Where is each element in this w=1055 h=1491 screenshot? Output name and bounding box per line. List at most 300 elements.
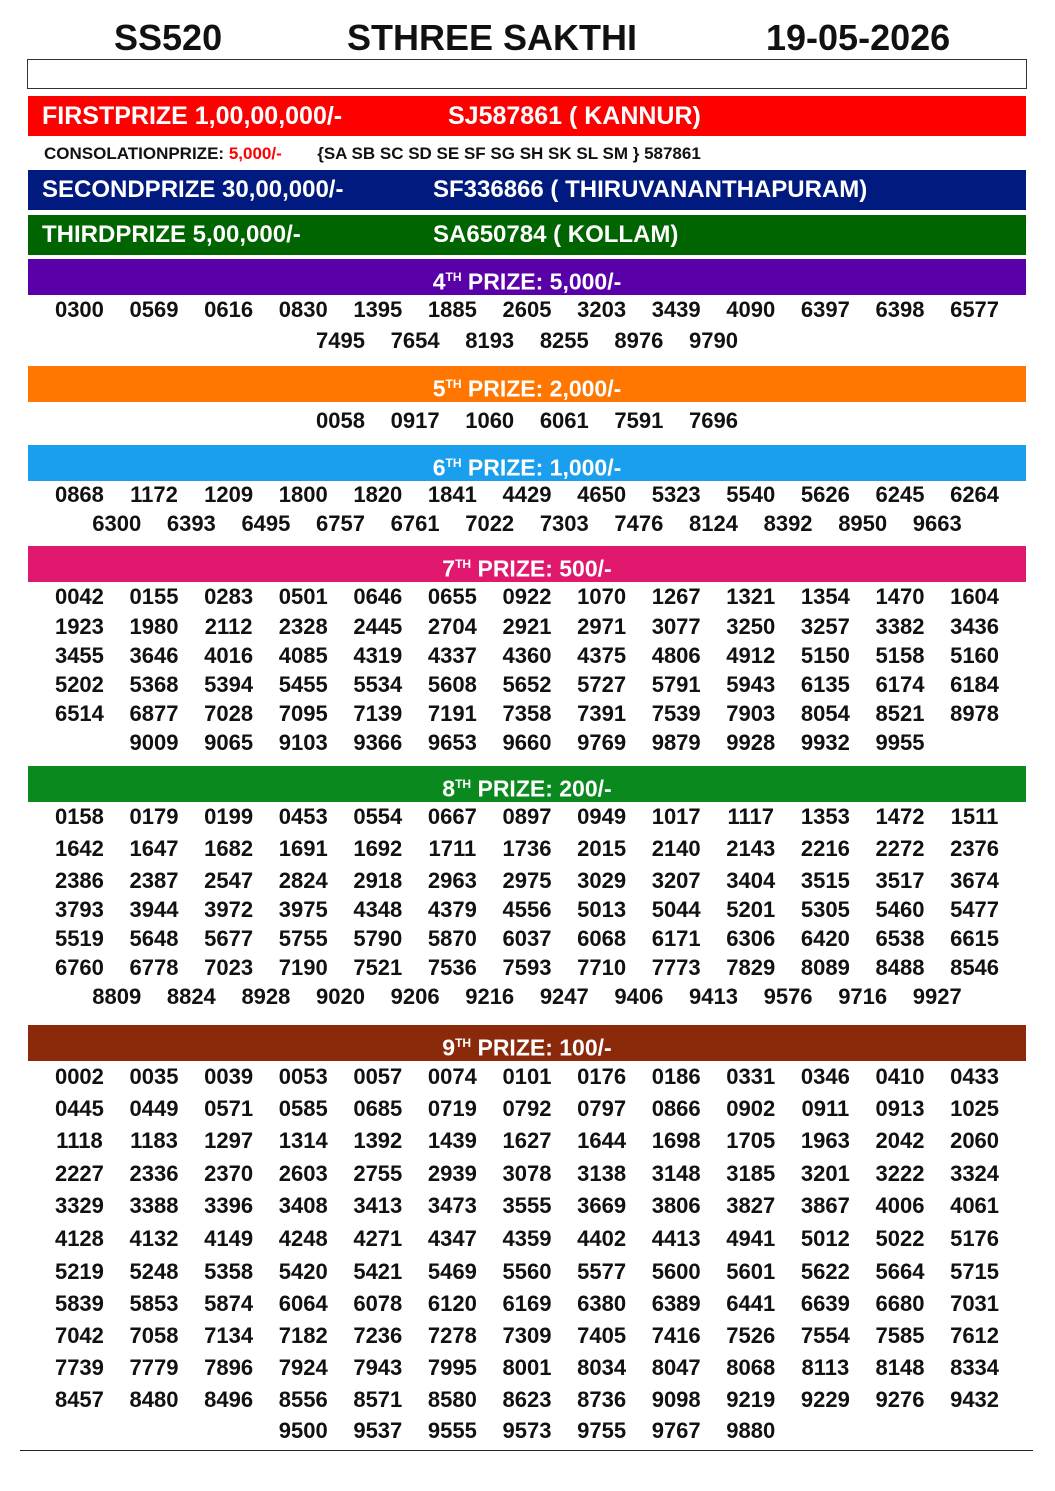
ticket-number: 8978: [950, 701, 1000, 726]
ticket-number: 2975: [502, 868, 552, 893]
ticket-number: 0917: [390, 408, 440, 433]
ticket-number: 7023: [204, 955, 254, 980]
ticket-number: 7903: [726, 701, 776, 726]
ticket-number: 7739: [54, 1355, 104, 1380]
ticket-number: 8001: [502, 1355, 552, 1380]
ticket-number: 4128: [54, 1226, 104, 1251]
ticket-number: 6538: [875, 926, 925, 951]
ticket-number: 2140: [651, 836, 701, 861]
ticket-number: 7191: [427, 701, 477, 726]
ticket-number: 1800: [278, 482, 328, 507]
ticket-number: 5540: [726, 482, 776, 507]
ticket-number: 2227: [54, 1161, 104, 1186]
prize-ordinal-suffix: TH: [445, 456, 462, 470]
ticket-number: 6300: [92, 511, 142, 536]
ticket-number: 9755: [577, 1418, 627, 1443]
ticket-number: 7476: [614, 511, 664, 536]
prize-8-row: [28, 804, 1026, 830]
ticket-number: 0449: [129, 1096, 179, 1121]
ticket-number: 4337: [427, 643, 477, 668]
ticket-number: 4556: [502, 897, 552, 922]
ticket-number: 6398: [875, 297, 925, 322]
ticket-number: 6306: [726, 926, 776, 951]
ticket-number: 5176: [950, 1226, 1000, 1251]
ticket-number: 9880: [726, 1418, 776, 1443]
ticket-number: 6064: [278, 1291, 328, 1316]
ticket-number: 8193: [465, 328, 515, 353]
ticket-number: 5601: [726, 1259, 776, 1284]
ticket-number: 9009: [129, 730, 179, 755]
ticket-number: 4090: [726, 297, 776, 322]
ticket-number: 9247: [539, 984, 589, 1009]
ticket-number: 8556: [278, 1387, 328, 1412]
ticket-number: 1439: [427, 1128, 477, 1153]
ticket-number: 5420: [278, 1259, 328, 1284]
ticket-number: 4359: [502, 1226, 552, 1251]
ticket-number: 1025: [950, 1096, 1000, 1121]
ticket-number: 1172: [130, 482, 178, 507]
ticket-number: 3207: [651, 868, 701, 893]
ticket-number: 3250: [726, 614, 776, 639]
ticket-number: 3404: [726, 868, 776, 893]
prize-9-row: [28, 1259, 1026, 1285]
ticket-number: 7612: [950, 1323, 1000, 1348]
ticket-number: 4248: [278, 1226, 328, 1251]
ticket-number: 4375: [577, 643, 627, 668]
ticket-number: 6171: [651, 926, 701, 951]
ticket-number: 0186: [651, 1064, 701, 1089]
ticket-number: 8824: [166, 984, 216, 1009]
ticket-number: 6757: [316, 511, 365, 536]
ticket-number: 7416: [651, 1323, 701, 1348]
ticket-number: 1354: [800, 584, 850, 609]
prize-ordinal-suffix: TH: [445, 270, 462, 284]
ticket-number: 6078: [353, 1291, 403, 1316]
prize-7-row: [28, 614, 1026, 640]
ticket-number: 9500: [278, 1418, 328, 1443]
prize-9-row: [28, 1128, 1026, 1154]
ticket-number: 5248: [129, 1259, 179, 1284]
ticket-number: 3646: [129, 643, 179, 668]
prize-9-row: [28, 1418, 1026, 1444]
ticket-number: 5477: [950, 897, 1000, 922]
prize-label: PRIZE: 200/-: [471, 775, 612, 802]
ticket-number: 7943: [353, 1355, 403, 1380]
ticket-number: 6169: [502, 1291, 552, 1316]
ticket-number: 4941: [726, 1226, 776, 1251]
ticket-number: 8571: [353, 1387, 403, 1412]
ticket-number: 3517: [875, 868, 925, 893]
ticket-number: 3203: [577, 297, 627, 322]
ticket-number: 7358: [502, 701, 552, 726]
ticket-number: 0897: [502, 804, 552, 829]
third-prize-label: THIRDPRIZE 5,00,000/-: [42, 221, 301, 248]
ticket-number: 3382: [875, 614, 925, 639]
prize-8-row: [28, 926, 1026, 952]
prize-7-row: [28, 701, 1026, 727]
consolation-prize: [44, 144, 701, 164]
ticket-number: 2387: [129, 868, 179, 893]
ticket-number: 5626: [800, 482, 850, 507]
ticket-number: 5600: [651, 1259, 701, 1284]
ticket-number: 5219: [54, 1259, 104, 1284]
ticket-number: 5727: [577, 672, 627, 697]
ticket-number: 5560: [502, 1259, 552, 1284]
ticket-number: 6778: [129, 955, 179, 980]
ticket-number: 1321: [726, 584, 776, 609]
ticket-number: 0585: [278, 1096, 328, 1121]
ticket-number: 6037: [502, 926, 552, 951]
prize-ordinal-suffix: TH: [445, 377, 462, 391]
prize-8-row: [28, 984, 1026, 1010]
ticket-number: 4085: [278, 643, 328, 668]
prize-9-row: [28, 1193, 1026, 1219]
ticket-number: 5943: [726, 672, 776, 697]
ticket-number: 1070: [577, 584, 627, 609]
ticket-number: 4402: [577, 1226, 627, 1251]
ticket-number: 9716: [838, 984, 888, 1009]
first-prize-bar: [28, 96, 1026, 136]
ticket-number: 7058: [129, 1323, 179, 1348]
ticket-number: 4413: [651, 1226, 701, 1251]
ticket-number: 4650: [577, 482, 627, 507]
ticket-number: 5648: [129, 926, 179, 951]
ticket-number: 5622: [800, 1259, 850, 1284]
ticket-number: 7391: [577, 701, 627, 726]
ticket-number: 8950: [838, 511, 888, 536]
ticket-number: 5022: [875, 1226, 925, 1251]
ticket-number: 5455: [278, 672, 328, 697]
ticket-number: 6061: [539, 408, 589, 433]
ticket-number: 9927: [912, 984, 962, 1009]
ticket-number: 1117: [727, 804, 775, 829]
ticket-number: 6760: [54, 955, 104, 980]
ticket-number: 2015: [577, 836, 627, 861]
ticket-number: 5469: [427, 1259, 477, 1284]
ticket-number: 7591: [614, 408, 664, 433]
ticket-number: 0569: [129, 297, 179, 322]
ticket-number: 0283: [204, 584, 254, 609]
ticket-number: 9219: [726, 1387, 776, 1412]
ticket-number: 7526: [726, 1323, 776, 1348]
ticket-number: 1604: [950, 584, 1000, 609]
ticket-number: 3455: [54, 643, 104, 668]
ticket-number: 1885: [427, 297, 477, 322]
ticket-number: 8580: [427, 1387, 477, 1412]
ticket-number: 4379: [427, 897, 477, 922]
ticket-number: 9406: [614, 984, 664, 1009]
ticket-number: 5368: [129, 672, 179, 697]
ticket-number: 7139: [353, 701, 403, 726]
ticket-number: 2143: [726, 836, 776, 861]
second-prize-bar: [28, 170, 1026, 210]
ticket-number: 2921: [502, 614, 552, 639]
second-prize-ticket: SF336866 ( THIRUVANANTHAPURAM): [433, 176, 868, 203]
ticket-number: 1682: [204, 836, 254, 861]
ticket-number: 2060: [950, 1128, 1000, 1153]
third-prize-bar: [28, 215, 1026, 255]
ticket-number: 5519: [54, 926, 104, 951]
ticket-number: 8054: [800, 701, 850, 726]
ticket-number: 1644: [577, 1128, 627, 1153]
ticket-number: 8623: [502, 1387, 552, 1412]
ticket-number: 3222: [875, 1161, 925, 1186]
ticket-number: 4360: [502, 643, 552, 668]
ticket-number: 3436: [950, 614, 1000, 639]
ticket-number: 8148: [875, 1355, 925, 1380]
ticket-number: 7521: [353, 955, 403, 980]
ticket-number: 6397: [800, 297, 850, 322]
prize-ordinal: 8: [442, 775, 456, 802]
ticket-number: 2918: [353, 868, 403, 893]
ticket-number: 3324: [950, 1161, 1000, 1186]
ticket-number: 3329: [54, 1193, 104, 1218]
ticket-number: 2272: [875, 836, 925, 861]
ticket-number: 7536: [427, 955, 477, 980]
ticket-number: 0039: [204, 1064, 254, 1089]
ticket-number: 3867: [800, 1193, 850, 1218]
ticket-number: 9276: [875, 1387, 925, 1412]
prize-ordinal: 7: [442, 555, 456, 582]
ticket-number: 5652: [502, 672, 552, 697]
ticket-number: 3669: [577, 1193, 627, 1218]
ticket-number: 8521: [875, 701, 925, 726]
ticket-number: 9653: [427, 730, 477, 755]
ticket-number: 0667: [427, 804, 477, 829]
ticket-number: 8392: [763, 511, 813, 536]
ticket-number: 6184: [950, 672, 1000, 697]
prize-8-row: [28, 836, 1026, 862]
ticket-number: 7022: [465, 511, 515, 536]
ticket-number: 4061: [950, 1193, 1000, 1218]
ticket-number: 3077: [651, 614, 701, 639]
ticket-number: 7539: [651, 701, 701, 726]
ticket-number: 1183: [130, 1128, 178, 1153]
ticket-number: 0155: [129, 584, 179, 609]
ticket-number: 9413: [689, 984, 738, 1009]
ticket-number: 0719: [427, 1096, 477, 1121]
prize-8-row: [28, 868, 1026, 894]
consolation-amount: 5,000/-: [228, 144, 282, 163]
prize-7-row: [28, 672, 1026, 698]
prize-ordinal: 6: [432, 454, 446, 481]
ticket-number: 3944: [129, 897, 179, 922]
ticket-number: 0616: [204, 297, 254, 322]
ticket-number: 5874: [204, 1291, 254, 1316]
ticket-number: 9103: [278, 730, 328, 755]
ticket-number: 6068: [577, 926, 627, 951]
ticket-number: 3515: [800, 868, 850, 893]
ticket-number: 8488: [875, 955, 925, 980]
prize-4-row: [28, 297, 1026, 323]
ticket-number: 8047: [651, 1355, 701, 1380]
ticket-number: 1963: [800, 1128, 850, 1153]
ticket-number: 6264: [950, 482, 1000, 507]
prize-9-row: [28, 1064, 1026, 1090]
ticket-number: 7773: [651, 955, 701, 980]
ticket-number: 9660: [502, 730, 552, 755]
ticket-number: 8255: [539, 328, 589, 353]
ticket-number: 9229: [800, 1387, 850, 1412]
ticket-number: 5044: [651, 897, 701, 922]
ticket-number: 2755: [353, 1161, 403, 1186]
prize-5-bar: [28, 366, 1026, 402]
ticket-number: 8736: [577, 1387, 627, 1412]
ticket-number: 0331: [726, 1064, 776, 1089]
ticket-number: 0949: [577, 804, 627, 829]
ticket-number: 0913: [875, 1096, 925, 1121]
ticket-number: 9216: [465, 984, 515, 1009]
ticket-number: 5608: [427, 672, 477, 697]
prize-ordinal: 5: [432, 375, 446, 402]
ticket-number: 6389: [651, 1291, 701, 1316]
ticket-number: 1314: [278, 1128, 328, 1153]
ticket-number: 8809: [92, 984, 142, 1009]
ticket-number: 0002: [54, 1064, 104, 1089]
ticket-number: 6877: [129, 701, 179, 726]
ticket-number: 0158: [54, 804, 104, 829]
ticket-number: 6514: [54, 701, 104, 726]
ticket-number: 0176: [577, 1064, 627, 1089]
prize-4-bar: [28, 259, 1026, 295]
ticket-number: 3473: [427, 1193, 477, 1218]
ticket-number: 8124: [689, 511, 738, 536]
ticket-number: 6680: [875, 1291, 925, 1316]
ticket-number: 3408: [278, 1193, 328, 1218]
ticket-number: 0179: [129, 804, 179, 829]
ticket-number: 0646: [353, 584, 403, 609]
ticket-number: 2445: [353, 614, 403, 639]
ticket-number: 0554: [353, 804, 403, 829]
ticket-number: 4016: [204, 643, 254, 668]
ticket-number: 7095: [278, 701, 328, 726]
consolation-series: {SA SB SC SD SE SF SG SH SK SL SM } 587861: [317, 144, 701, 163]
ticket-number: 4347: [427, 1226, 477, 1251]
ticket-number: 1392: [353, 1128, 403, 1153]
ticket-number: 9573: [502, 1418, 552, 1443]
prize-9-row: [28, 1096, 1026, 1122]
ticket-number: 1698: [651, 1128, 701, 1153]
ticket-number: 0797: [577, 1096, 627, 1121]
ticket-number: 9206: [390, 984, 440, 1009]
ticket-number: 5577: [577, 1259, 627, 1284]
ticket-number: 7182: [278, 1323, 328, 1348]
ticket-number: 1395: [353, 297, 403, 322]
ticket-number: 8034: [577, 1355, 627, 1380]
prize-6-row: [28, 482, 1026, 508]
prize-6-row: [28, 511, 1026, 537]
ticket-number: 0101: [502, 1064, 552, 1089]
ticket-number: 7654: [390, 328, 440, 353]
ticket-number: 3029: [577, 868, 627, 893]
prize-ordinal-suffix: TH: [455, 557, 472, 571]
ticket-number: 9767: [651, 1418, 701, 1443]
ticket-number: 8546: [950, 955, 1000, 980]
ticket-number: 0685: [353, 1096, 403, 1121]
ticket-number: 1511: [950, 804, 999, 829]
prize-ordinal-suffix: TH: [455, 1036, 472, 1050]
ticket-number: 2042: [875, 1128, 925, 1153]
ticket-number: 3078: [502, 1161, 552, 1186]
ticket-number: 4348: [353, 897, 403, 922]
ticket-number: 7405: [577, 1323, 627, 1348]
ticket-number: 2386: [54, 868, 104, 893]
ticket-number: 1923: [54, 614, 104, 639]
ticket-number: 3806: [651, 1193, 701, 1218]
prize-9-row: [28, 1226, 1026, 1252]
ticket-number: 0199: [204, 804, 254, 829]
ticket-number: 2963: [427, 868, 477, 893]
header-box: [27, 59, 1027, 89]
ticket-number: 5460: [875, 897, 925, 922]
ticket-number: 3827: [726, 1193, 776, 1218]
ticket-number: 3138: [577, 1161, 627, 1186]
ticket-number: 7190: [278, 955, 328, 980]
ticket-number: 5790: [353, 926, 403, 951]
ticket-number: 9065: [204, 730, 254, 755]
ticket-number: 1297: [204, 1128, 254, 1153]
ticket-number: 8928: [241, 984, 291, 1009]
ticket-number: 1017: [651, 804, 701, 829]
ticket-number: 6441: [726, 1291, 776, 1316]
prize-9-row: [28, 1323, 1026, 1349]
ticket-number: 6135: [800, 672, 850, 697]
ticket-number: 5677: [204, 926, 254, 951]
ticket-number: 7585: [875, 1323, 925, 1348]
prize-label: PRIZE: 1,000/-: [461, 454, 622, 481]
ticket-number: 3257: [800, 614, 850, 639]
ticket-number: 1642: [54, 836, 104, 861]
ticket-number: 7593: [502, 955, 552, 980]
ticket-number: 0922: [502, 584, 552, 609]
prize-6-bar: [28, 445, 1026, 481]
ticket-number: 9769: [577, 730, 627, 755]
prize-9-bar: [28, 1025, 1026, 1061]
ticket-number: 9020: [316, 984, 365, 1009]
ticket-number: 6120: [427, 1291, 477, 1316]
prize-5-row: [28, 408, 1026, 434]
ticket-number: 5201: [726, 897, 776, 922]
ticket-number: 0866: [651, 1096, 701, 1121]
ticket-number: 5160: [950, 643, 1000, 668]
ticket-number: 0300: [54, 297, 104, 322]
ticket-number: 5870: [427, 926, 477, 951]
prize-9-row: [28, 1387, 1026, 1413]
ticket-number: 7134: [204, 1323, 254, 1348]
ticket-number: 5534: [353, 672, 403, 697]
ticket-number: 7495: [316, 328, 365, 353]
prize-ordinal: 9: [442, 1034, 456, 1061]
ticket-number: 3674: [950, 868, 1000, 893]
ticket-number: 7031: [950, 1291, 1000, 1316]
ticket-number: 6495: [241, 511, 291, 536]
ticket-number: 0655: [427, 584, 477, 609]
ticket-number: 3201: [800, 1161, 850, 1186]
ticket-number: 1736: [502, 836, 552, 861]
ticket-number: 4806: [651, 643, 701, 668]
ticket-number: 3148: [651, 1161, 701, 1186]
ticket-number: 7309: [502, 1323, 552, 1348]
prize-ordinal: 4: [432, 268, 446, 295]
ticket-number: 0035: [129, 1064, 179, 1089]
ticket-number: 5158: [875, 643, 925, 668]
ticket-number: 0410: [875, 1064, 925, 1089]
ticket-number: 1711: [428, 836, 477, 861]
ticket-number: 3972: [204, 897, 254, 922]
ticket-number: 1692: [353, 836, 403, 861]
prize-label: PRIZE: 2,000/-: [461, 375, 622, 402]
ticket-number: 9955: [875, 730, 925, 755]
